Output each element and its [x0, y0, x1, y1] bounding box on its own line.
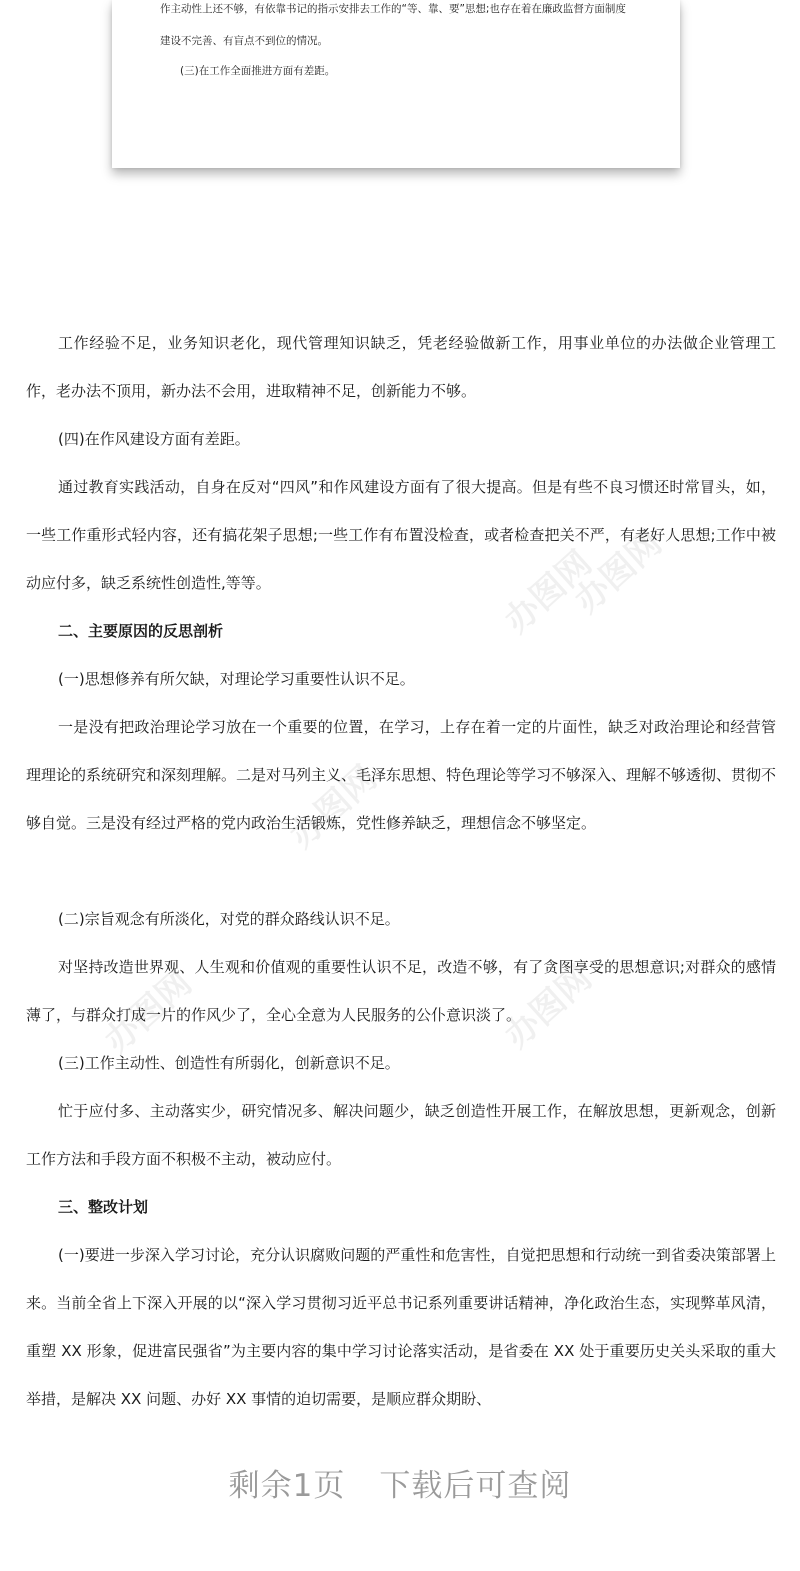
watermark: 办图网	[567, 523, 670, 622]
remaining-pages-label: 剩余1页	[228, 1468, 346, 1504]
watermark: 办图网	[282, 758, 385, 857]
paragraph: 对坚持改造世界观、人生观和价值观的重要性认识不足，改造不够，有了贪图享受的思想意识;对群众的感情薄了，与群众打成一片的作风少了，全心全意为人民服务的公仆意识淡了。	[26, 958, 776, 1024]
preview-line: 作主动性上还不够，有依靠书记的指示安排去工作的“等、靠、要”思想;也存在着在廉政监督方面制度	[160, 3, 626, 15]
subheading: (四)在作风建设方面有差距。	[58, 430, 250, 448]
watermark: 办图网	[497, 543, 600, 642]
watermark: 办图网	[97, 963, 200, 1062]
paragraph: 工作经验不足，业务知识老化，现代管理知识缺乏，凭老经验做新工作，用事业单位的办法做企业管理工作，老办法不顶用，新办法不会用，进取精神不足，创新能力不够。	[26, 334, 776, 400]
paragraph: 一是没有把政治理论学习放在一个重要的位置，在学习，上存在着一定的片面性，缺乏对政治理论和经营管理理论的系统研究和深刻理解。二是对马列主义、毛泽东思想、特色理论等学习不够深入、理解不够透彻、贯彻不够自觉。三是没有经过严格的党内政治生活锻炼，党性修养缺乏，理想信念不够坚定。	[26, 718, 777, 832]
preview-line: (三)在工作全面推进方面有差距。	[180, 65, 336, 77]
remaining-pages-prompt[interactable]	[0, 1466, 800, 1506]
page-preview-card	[112, 0, 680, 168]
section-heading: 二、主要原因的反思剖析	[58, 622, 224, 640]
section-heading: 三、整改计划	[58, 1198, 149, 1216]
subheading: (一)思想修养有所欠缺，对理论学习重要性认识不足。	[58, 670, 415, 688]
paragraph: (一)要进一步深入学习讨论，充分认识腐败问题的严重性和危害性，自觉把思想和行动统一到省委决策部署上来。当前全省上下深入开展的以“深入学习贯彻习近平总书记系列重要讲话精神，净化政治生态，实现弊革风清，重塑 XX 形象，促进富民强省”为主要内容的集中学习讨论落实活动，是省委在 XX 处于重要历史关头采取的重大举措，是解决 XX 问题、办好 XX 事情的迫切需要，是顺应群众期盼、	[26, 1246, 776, 1408]
paragraph: 忙于应付多、主动落实少，研究情况多、解决问题少，缺乏创造性开展工作，在解放思想，更新观念，创新工作方法和手段方面不积极不主动，被动应付。	[26, 1102, 776, 1168]
subheading: (三)工作主动性、创造性有所弱化，创新意识不足。	[58, 1054, 400, 1072]
preview-line: 建设不完善、有盲点不到位的情况。	[160, 35, 328, 47]
download-hint-label: 下载后可查阅	[379, 1468, 572, 1504]
watermark: 办图网	[497, 958, 600, 1057]
paragraph: 通过教育实践活动，自身在反对“四风”和作风建设方面有了很大提高。但是有些不良习惯还时常冒头，如，一些工作重形式轻内容，还有搞花架子思想;一些工作有布置没检查，或者检查把关不严，有老好人思想;工作中被动应付多，缺乏系统性创造性,等等。	[26, 478, 776, 592]
subheading: (二)宗旨观念有所淡化，对党的群众路线认识不足。	[58, 910, 400, 928]
